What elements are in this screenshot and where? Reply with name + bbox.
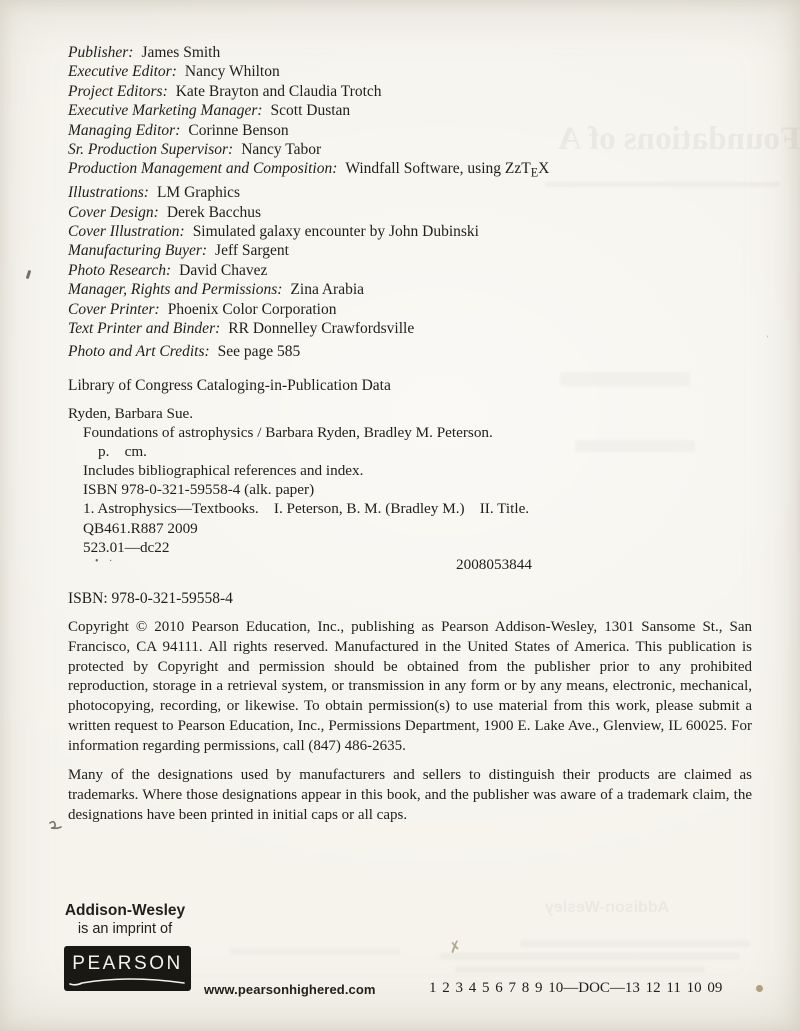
cip-dewey-line: 523.01—dc22 [83, 538, 170, 556]
credit-label: Publisher: [68, 44, 134, 61]
credit-line-rights-permissions [68, 280, 549, 299]
showthrough-rule [545, 182, 780, 187]
isbn-line: ISBN: 978-0-321-59558-4 [68, 590, 233, 607]
printers-key-line: 1 2 3 4 5 6 7 8 9 10—DOC—13 12 11 10 09 [429, 980, 723, 996]
showthrough-smudge [455, 966, 705, 973]
imprint-block [64, 902, 186, 938]
showthrough-imprint-text: Addison-Wesley [545, 899, 670, 916]
pearson-swoosh-icon [68, 974, 187, 988]
credit-label: Cover Illustration: [68, 223, 185, 241]
scan-mark [26, 270, 32, 279]
credit-value: David Chavez [179, 261, 268, 279]
credit-label: Cover Printer: [68, 300, 160, 318]
credit-value: Corinne Benson [188, 121, 289, 139]
loc-cataloging-heading: Library of Congress Cataloging-in-Publication Data [68, 377, 391, 394]
cip-control-number: 2008053844 [456, 556, 532, 573]
credit-label: Cover Design: [68, 203, 159, 221]
credit-line-managing-editor [68, 121, 549, 140]
cip-subjects-line: 1. Astrophysics—Textbooks. I. Peterson, B. M. (Bradley M.) II. Title. [83, 500, 530, 518]
credit-value: Windfall Software, using ZzT$_E$X [345, 160, 550, 180]
scan-mark [756, 985, 763, 992]
scan-mark [48, 820, 64, 832]
credit-label: Photo Research: [68, 261, 172, 279]
credit-value: Zina Arabia [290, 281, 365, 299]
credit-line-marketing-manager [68, 101, 549, 120]
scan-mark: • · [95, 556, 117, 567]
credit-value: James Smith [141, 44, 221, 61]
showthrough-title-text: Foundations of A [557, 121, 800, 157]
tex-subscript: E [530, 165, 539, 180]
pearson-logo-text: PEARSON [72, 953, 183, 974]
credit-label: Executive Marketing Manager: [68, 102, 263, 120]
credit-label: Production Management and Composition: [68, 160, 338, 178]
pearson-logo [64, 946, 191, 991]
credit-value: Simulated galaxy encounter by John Dubinski [192, 223, 479, 241]
credit-value: Derek Bacchus [166, 203, 262, 221]
credit-line-publisher [68, 43, 549, 62]
credit-line-illustrations [68, 183, 549, 202]
credit-value: Nancy Whilton [184, 63, 280, 81]
credit-label: Photo and Art Credits: [68, 343, 210, 360]
showthrough-smudge [575, 440, 695, 452]
cip-isbn-line: ISBN 978-0-321-59558-4 (alk. paper) [83, 481, 315, 499]
credit-value: Kate Brayton and Claudia Trotch [175, 82, 382, 100]
credit-value: RR Donnelley Crawfordsville [228, 320, 415, 338]
showthrough-smudge [520, 940, 750, 947]
credit-line-photo-research [68, 261, 549, 280]
credit-value: LM Graphics [156, 184, 241, 202]
credit-value: Jeff Sargent [215, 242, 289, 260]
credit-label: Project Editors: [68, 82, 168, 100]
credit-label: Text Printer and Binder: [68, 320, 221, 338]
credit-line-executive-editor [68, 62, 549, 81]
staff-credits-list [68, 43, 549, 338]
credit-label: Manufacturing Buyer: [68, 242, 208, 260]
imprint-brand: Addison-Wesley [64, 902, 186, 919]
credit-line-text-printer [68, 319, 549, 338]
credit-line-production-supervisor [68, 140, 549, 159]
showthrough-smudge [230, 948, 400, 955]
cip-author-line: Ryden, Barbara Sue. [68, 405, 194, 422]
credit-label: Sr. Production Supervisor: [68, 141, 234, 159]
credit-value: Nancy Tabor [241, 141, 322, 159]
scan-mark: ✗ [447, 938, 464, 958]
credit-label: Managing Editor: [68, 121, 181, 139]
credit-line-production-composition [68, 159, 549, 183]
cip-title-line: Foundations of astrophysics / Barbara Ryden, Bradley M. Peterson. [83, 424, 493, 442]
cip-callnumber-line: QB461.R887 2009 [83, 519, 198, 537]
publisher-website: www.pearsonhighered.com [204, 982, 376, 997]
credit-line-manufacturing-buyer [68, 241, 549, 260]
cip-data-block [68, 404, 529, 557]
trademark-paragraph: Many of the designations used by manufacturers and sellers to distinguish their products are claimed as trademarks. Where those designations appear in this book, and the publisher was aware of a trademark claim, the designations have been printed in initial caps or all caps. [68, 767, 752, 823]
imprint-tagline: is an imprint of [77, 921, 173, 937]
credit-label: Executive Editor: [68, 63, 177, 81]
copyright-paragraph: Copyright © 2010 Pearson Education, Inc., publishing as Pearson Addison-Wesley, 1301 Sansome St., San Francisco, CA 94111. All rights reserved. Manufactured in the United States of America. This publication is protected by Copyright and permission should be obtained from the publisher prior to any prohibited reproduction, storage in a retrieval system, or transmission in any form or by any means, electronic, mechanical, photocopying, recording, or likewise. To obtain permission(s) to use material from this work, please submit a written request to Pearson Education, Inc., Permissions Department, 1900 E. Lake Ave., Glenview, IL 60025. For information regarding permissions, call (847) 486-2635. [68, 619, 752, 754]
credit-line-cover-printer [68, 300, 549, 319]
cip-references-line: Includes bibliographical references and index. [83, 462, 364, 480]
credit-label: Illustrations: [68, 184, 149, 202]
credit-line-cover-illustration [68, 222, 549, 241]
credit-label: Manager, Rights and Permissions: [68, 281, 283, 299]
credit-line-project-editors [68, 82, 549, 101]
showthrough-smudge [560, 372, 690, 386]
photo-art-credits-line [68, 343, 300, 361]
credit-value: Phoenix Color Corporation [167, 300, 337, 318]
credit-line-cover-design [68, 203, 549, 222]
credit-value: Scott Dustan [270, 102, 351, 120]
showthrough-smudge [440, 953, 740, 960]
cip-pcm-line: p. cm. [98, 443, 147, 461]
scan-mark: ` [761, 333, 771, 347]
credit-value: See page 585 [217, 343, 301, 360]
